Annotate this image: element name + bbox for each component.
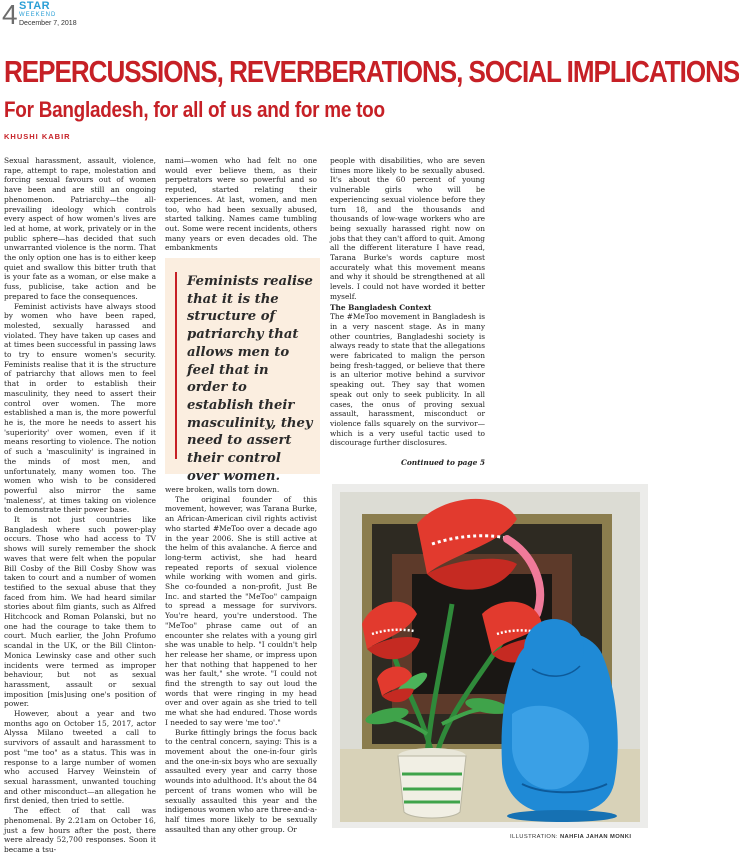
section-subhead: The Bangladesh Context xyxy=(330,302,432,312)
pull-quote-rule xyxy=(175,272,177,459)
masthead xyxy=(0,0,650,32)
article-column-3 xyxy=(330,156,485,448)
article-column-1 xyxy=(4,156,156,855)
page-number: 4 xyxy=(2,0,18,30)
paragraph: It is not just countries like Bangladesh where such power-play occurs. Those who had access to TV shows will surely remember the shock waves that were felt when the popular Bill Cosby of the Bill Cosby Show was taken to court and a number of women testified to the sexual abuse that they faced from him. We had heard similar stories about film giants, such as Alfred Hitchcock and Roman Polanski, but no one had the courage to take them to court. Much earlier, the John Profumo scandal in the UK, or the Bill Clinton-Monica Lewinsky case and other such incidents were termed as improper behaviour, but not as sexual harassment, assault or sexual imposition [mis]using one's position of power. xyxy=(4,515,156,709)
brand-section: WEEKEND xyxy=(19,12,57,18)
deck: For Bangladesh, for all of us and for me too xyxy=(4,97,385,122)
paragraph: were broken, walls torn down. xyxy=(165,485,280,494)
illustration-credit xyxy=(510,834,648,840)
paragraph: The effect of that call was phenomenal. By 2.21am on October 16, just a few hours after the post, there were already 52,700 responses. Soon it became a tsu- xyxy=(4,806,156,854)
issue-date: December 7, 2018 xyxy=(19,20,77,27)
credit-name: NAHFIA JAHAN MONKI xyxy=(559,834,632,840)
paragraph: However, about a year and two months ago on October 15, 2017, actor Alyssa Milano tweeted a call to survivors of assault and harassment to post "me too" as a status. This was in response to a large number of women who accused Harvey Weinstein of sexual harassment, unwanted touching and other misconduct—an allegation he first denied, then tried to settle. xyxy=(4,709,156,806)
pull-quote-text: Feminists realise that it is the structure of patriarchy that allows men to feel that in order to establish their masculinity, they need to assert their control over women. xyxy=(187,274,313,484)
paragraph: Sexual harassment, assault, violence, rape, attempt to rape, molestation and forcing sexual favours out of women have been and are still an ongoing phenomenon. Patriarchy—the all-prevailing ideology which controls every aspect of how women's lives are led at home, at work, privately or in the public sphere—has decided that such unwarranted violence is the norm. That the only option one has is to either keep quiet and swallow this bitter truth that is your fate as a woman, or else make a fuss, publicise, take action and be prepared to face the consequences. xyxy=(4,156,156,301)
illustration xyxy=(332,484,648,828)
byline: KHUSHI KABIR xyxy=(4,132,71,141)
article-column-2-bottom xyxy=(165,485,317,834)
brand-block xyxy=(19,1,77,29)
paragraph: The original founder of this movement, however, was Tarana Burke, an African-American civil rights activist who started #MeToo over a decade ago in the year 2006. She is still active at the helm of this avalanche. A fierce and long-term activist, she had heard repeated reports of sexual violence while working with women and girls. She co-founded a non-profit, Just Be Inc. and started the "MeToo" campaign to spread a message for survivors. You're heard, you're understood. The "MeToo" phrase came out of an encounter she relates with a young girl she was unable to help. "I couldn't help her release her shame, or impress upon her that nothing that happened to her was her fault," she wrote. "I could not find the strength to say out loud the words that were ringing in my head over and over again as she tried to tell me what she had endured. Those words I needed to say were 'me too'." xyxy=(165,494,317,727)
paragraph: Feminist activists have always stood by women who have been raped, molested, sexually harassed and violated. They have taken up cases and at times been successful in passing laws to try to ensure women's security. Feminists realise that it is the structure of patriarchy that allows men to feel that in order to establish their masculinity, they need to assert their control over women. The more established a man is, the more powerful he is, the more he needs to assert his 'superiority' over women, even if it means resorting to violence. The notion of such a 'masculinity' is ingrained in the minds of most men, and unfortunately, many women too. The women who wish to be considered powerful also mirror the same 'maleness', at times taking on violence to demonstrate their power base. xyxy=(4,301,156,515)
credit-prefix: ILLUSTRATION: xyxy=(510,834,558,840)
continued-link[interactable]: Continued to page 5 xyxy=(400,458,485,467)
potted-plant-icon xyxy=(398,748,466,818)
paragraph: people with disabilities, who are seven times more likely to be sexually abused. It's about the 60 percent of young vulnerable girls who will be experiencing sexual violence before they turn 18, and the thousands and thousands of low-wage workers who are being sexually harassed right now on jobs that they can't afford to quit. Among all the different literature I have read, Tarana Burke's words capture most accurately what this movement means and why it should be strengthened at all levels. I could not have worded it better myself. xyxy=(330,156,485,301)
pull-quote xyxy=(165,258,320,484)
headline: REPERCUSSIONS, REVERBERATIONS, SOCIAL IMPLICATIONS xyxy=(4,54,739,89)
article-column-2-top xyxy=(165,156,317,253)
paragraph: The #MeToo movement in Bangladesh is in a very nascent stage. As in many other countries, Bangladeshi society is always ready to state that the allegations were fabricated to malign the person being fresh-tagged, or believe that there is an ulterior motive behind a survivor speaking out. They say that women speak out only to seek publicity. In all cases, the onus of proving sexual assault, harassment, misconduct or violence falls squarely on the survivor—which is a very useful tactic used to discourage further disclosures. xyxy=(330,312,485,448)
paragraph: nami—women who had felt no one would ever believe them, as their perpetrators were so powerful and so reputed, started relating their experiences. At last, women, and men too, who had been sexually abused, started talking. Names came tumbling out. Some were recent incidents, others many years or even decades old. The embankments xyxy=(165,156,317,253)
illustration-art xyxy=(332,484,648,828)
brand-name: STAR xyxy=(19,0,51,12)
paragraph: Burke fittingly brings the focus back to the central concern, saying: This is a movement about the one-in-four girls and the one-in-six boys who are sexually assaulted every year and carry those wounds into adulthood. It's about the 84 percent of trans women who will be sexually assaulted this year and the indigenous women who are three-and-a-half times more likely to be sexually assaulted than any other group. Or xyxy=(165,727,317,834)
